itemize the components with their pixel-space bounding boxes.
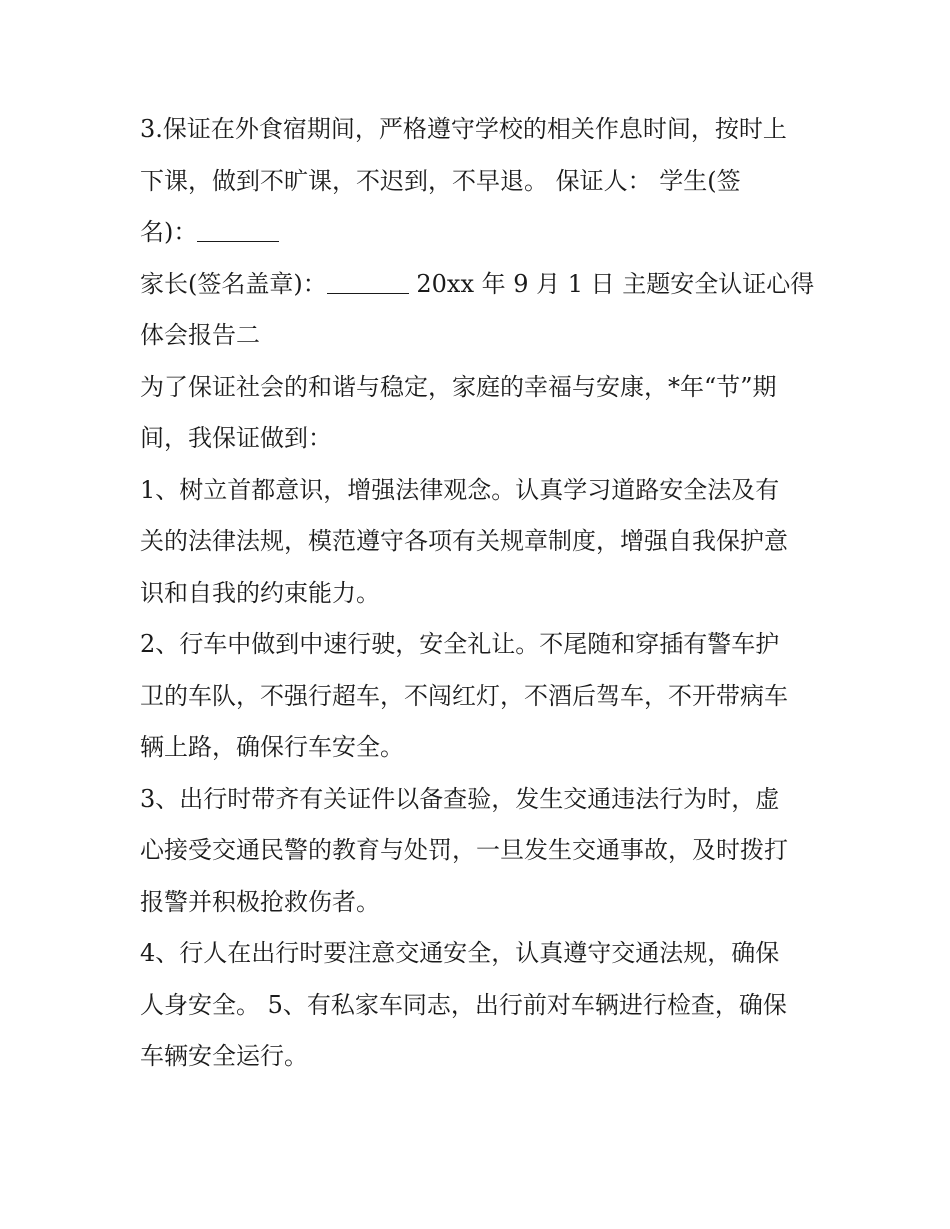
text-line: 2、行车中做到中速行驶，安全礼让。不尾随和穿插有警车护 [140,630,780,658]
document-body [140,104,820,1083]
text-line: 关的法律法规，模范遵守各项有关规章制度，增强自我保护意 [140,527,788,555]
text-line: 车辆安全运行。 [140,1042,308,1070]
parent-signature-line [140,259,820,311]
text-line: 报警并积极抢救伤者。 [140,887,380,916]
text-line: 3.保证在外食宿期间，严格遵守学校的相关作息时间，按时上 [140,115,787,143]
text-line: 卫的车队，不强行超车，不闯红灯，不酒后驾车，不开带病车 [140,681,788,710]
student-signature-line [140,207,820,259]
text-line: 为了保证社会的和谐与稳定，家庭的幸福与安康，*年“节”期 [140,372,777,401]
text-line: 体会报告二 [140,321,260,349]
date-title-text: 20xx 年 9 月 1 日 主题安全认证心得 [416,269,815,298]
signature-label: 名)： [140,218,198,246]
text-line: 4、行人在出行时要注意交通安全，认真遵守交通法规，确保 [140,939,780,967]
text-line: 人身安全。 5、有私家车同志，出行前对车辆进行检查，确保 [140,990,787,1019]
text-line: 辆上路，确保行车安全。 [140,733,404,761]
text-line: 下课，做到不旷课，不迟到，不早退。 保证人： 学生(签 [140,166,741,195]
text-line: 间，我保证做到： [140,424,332,452]
text-line: 识和自我的约束能力。 [140,578,380,607]
signature-blank [197,217,279,242]
text-line: 3、出行时带齐有关证件以备查验，发生交通违法行为时，虚 [140,784,780,813]
signature-label: 家长(签名盖章)： [140,269,327,298]
text-line: 心接受交通民警的教育与处罚，一旦发生交通事故，及时拨打 [140,836,788,864]
text-line: 1、树立首都意识，增强法律观念。认真学习道路安全法及有 [140,475,780,504]
signature-blank [327,269,409,294]
